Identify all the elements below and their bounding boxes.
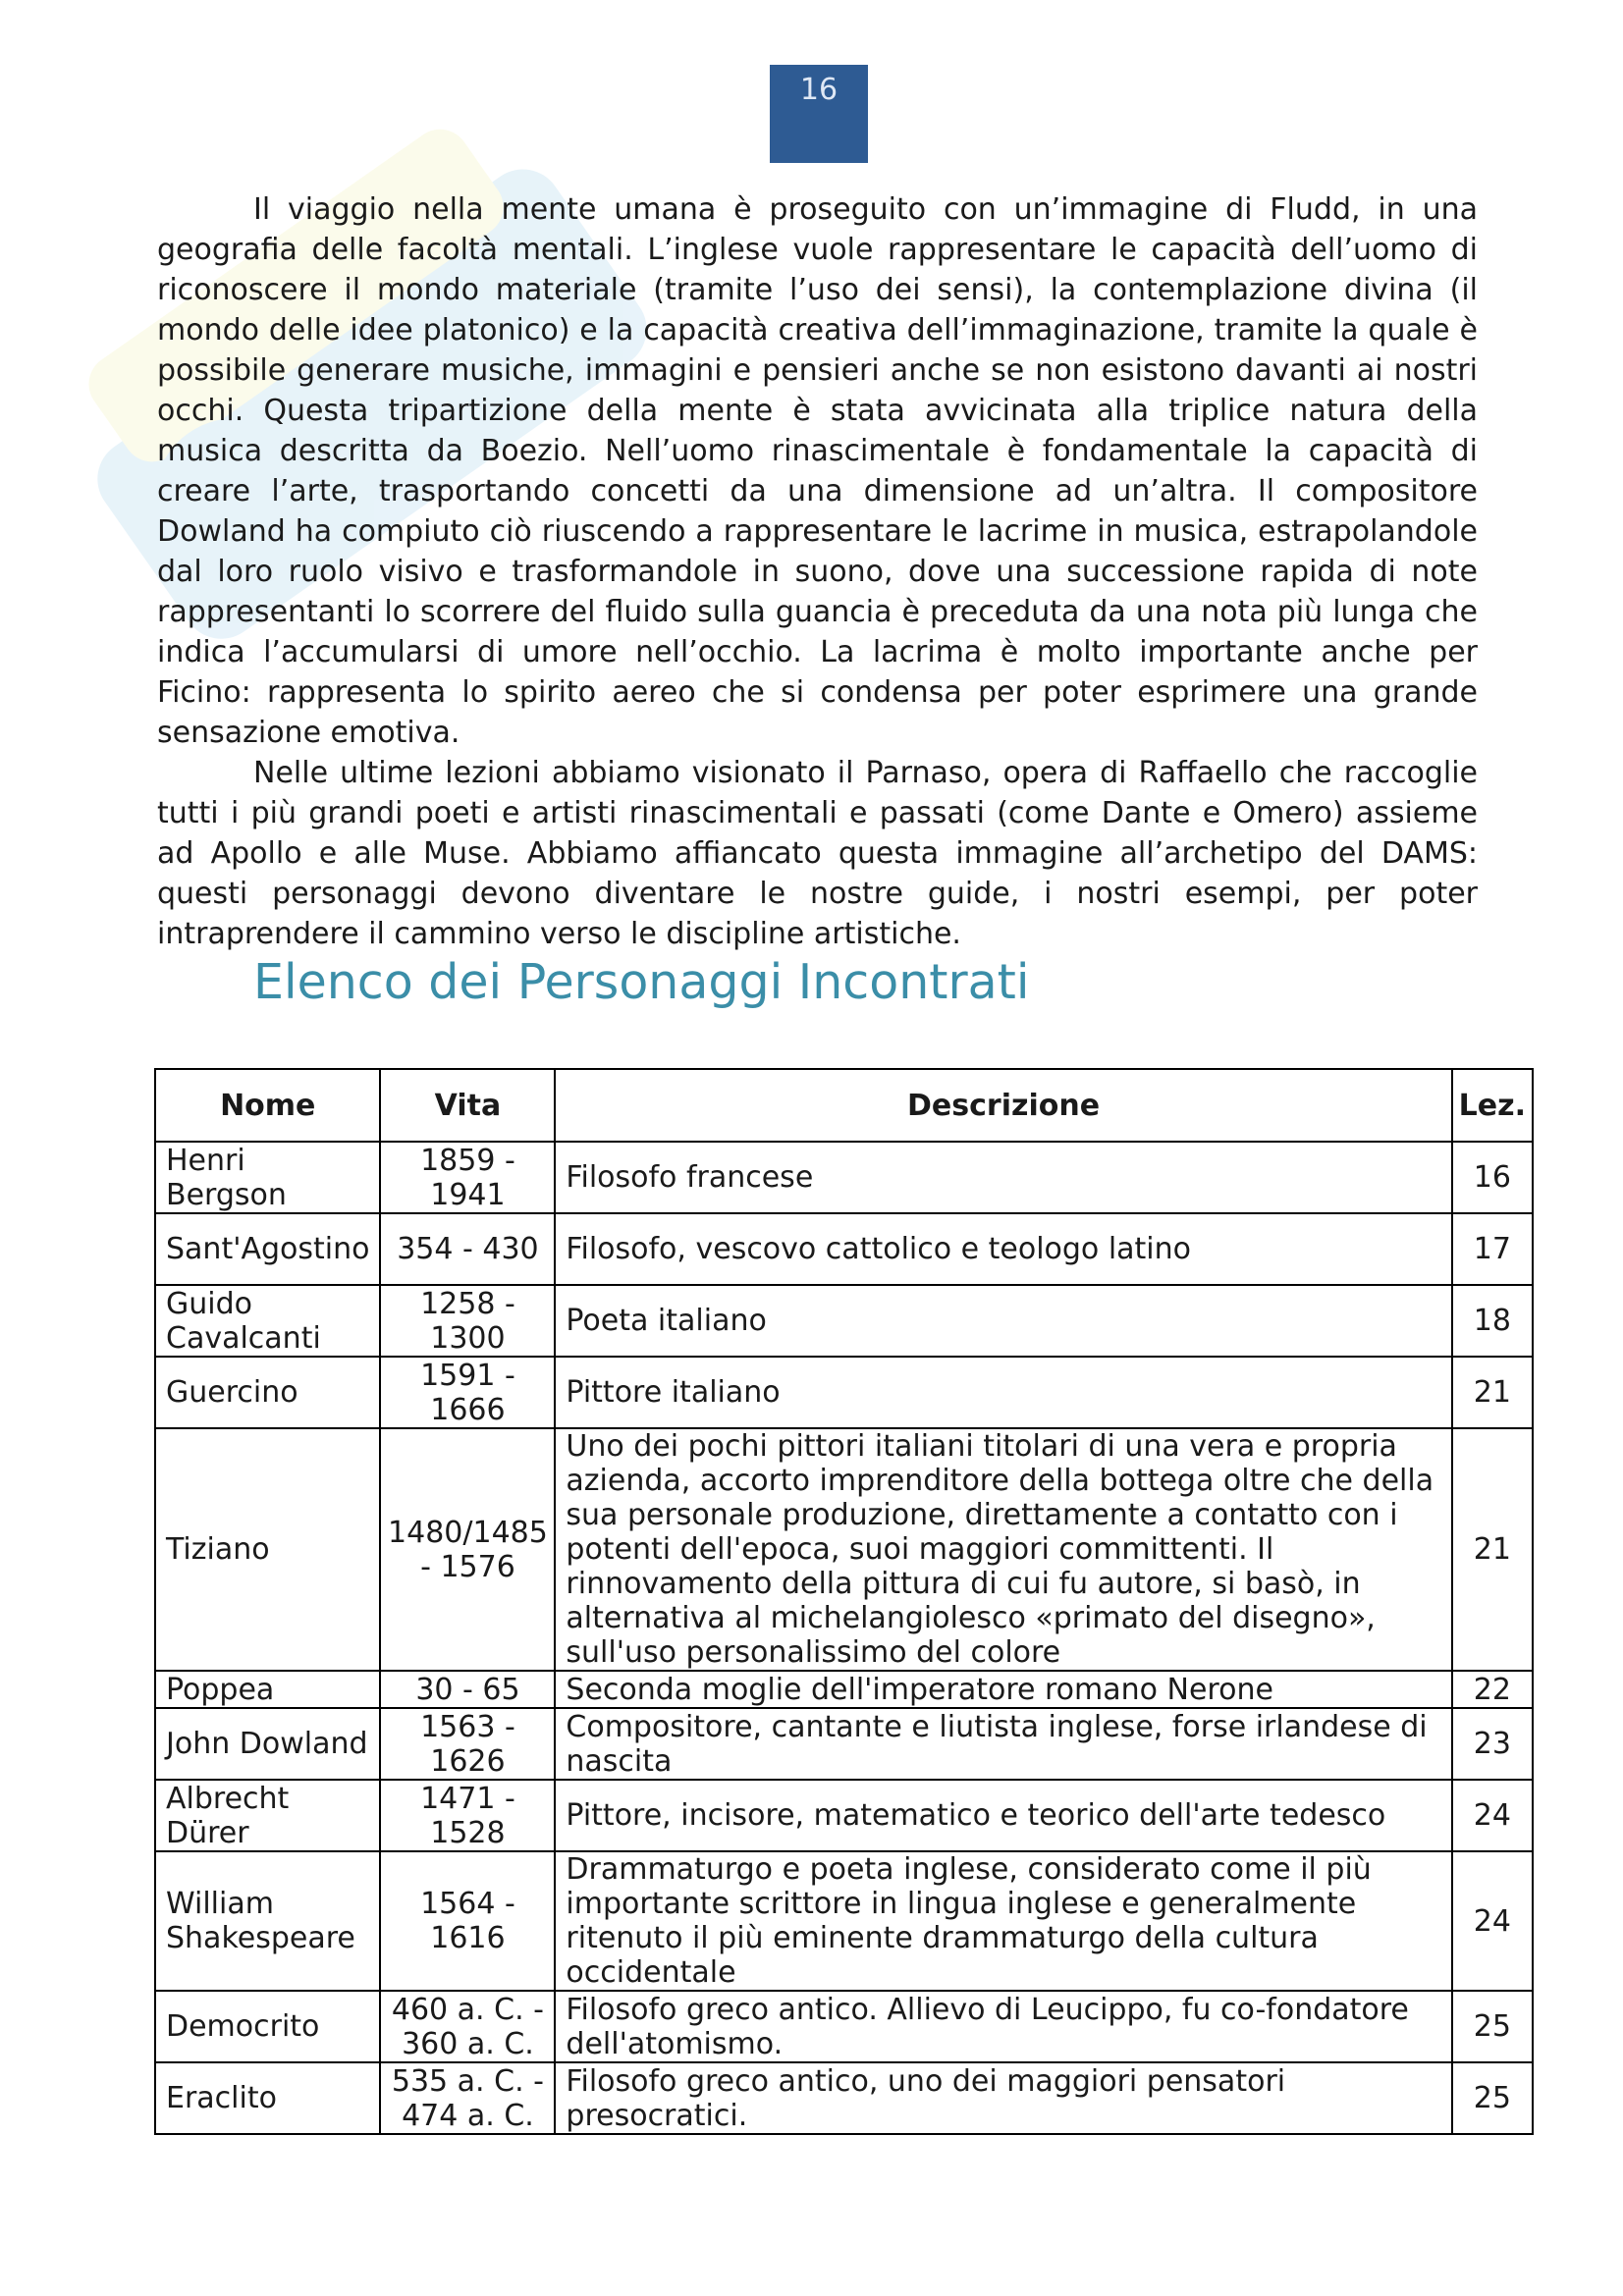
section-title: Elenco dei Personaggi Incontrati — [253, 954, 1030, 1010]
cell-descrizione: Pittore italiano — [555, 1357, 1451, 1428]
cell-vita: 460 a. C. - 360 a. C. — [380, 1991, 555, 2062]
cell-nome: William Shakespeare — [155, 1851, 380, 1991]
table-row — [155, 1285, 1533, 1357]
cell-vita: 1564 - 1616 — [380, 1851, 555, 1991]
cell-vita: 1859 - 1941 — [380, 1142, 555, 1213]
body-text — [157, 189, 1478, 954]
cell-lez: 17 — [1452, 1213, 1533, 1285]
table-row — [155, 1357, 1533, 1428]
cell-nome: John Dowland — [155, 1708, 380, 1780]
cell-lez: 16 — [1452, 1142, 1533, 1213]
cell-lez: 24 — [1452, 1780, 1533, 1851]
cell-descrizione: Uno dei pochi pittori italiani titolari di una vera e propria azienda, accorto imprenditore della bottega oltre che della sua personale produzione, direttamente a contatto con i potenti dell'epoca, suoi maggiori committenti. Il rinnovamento della pittura di cui fu autore, si basò, in alternativa al michelangiolesco «primato del disegno», sull'uso personalissimo del colore — [555, 1428, 1451, 1671]
table-row — [155, 2062, 1533, 2134]
paragraph: Il viaggio nella mente umana è proseguito con un’immagine di Fludd, in una geografia delle facoltà mentali. L’inglese vuole rappresentare le capacità dell’uomo di riconoscere il mondo materiale (tramite l’uso dei sensi), la contemplazione divina (il mondo delle idee platonico) e la capacità creativa dell’immaginazione, tramite la quale è possibile generare musiche, immagini e pensieri anche se non esistono davanti ai nostri occhi. Questa tripartizione della mente è stata avvicinata alla triplice natura della musica descritta da Boezio. Nell’uomo rinascimentale è fondamentale la capacità di creare l’arte, trasportando concetti da una dimensione ad un’altra. Il compositore Dowland ha compiuto ciò riuscendo a rappresentare le lacrime in musica, estrapolandole dal loro ruolo visivo e trasformandole in suono, dove una successione rapida di note rappresentanti lo scorrere del fluido sulla guancia è preceduta da una nota più lunga che indica l’accumularsi di umore nell’occhio. La lacrima è molto importante anche per Ficino: rappresenta lo spirito aereo che si condensa per poter esprimere una grande sensazione emotiva. — [157, 192, 1478, 750]
cell-lez: 25 — [1452, 2062, 1533, 2134]
cell-lez: 25 — [1452, 1991, 1533, 2062]
table-row — [155, 1851, 1533, 1991]
header-lez: Lez. — [1452, 1069, 1533, 1142]
cell-nome: Henri Bergson — [155, 1142, 380, 1213]
table-row — [155, 1708, 1533, 1780]
page-number: 16 — [770, 65, 868, 163]
cell-nome: Tiziano — [155, 1428, 380, 1671]
table-row — [155, 1213, 1533, 1285]
cell-nome: Poppea — [155, 1671, 380, 1708]
cell-descrizione: Filosofo greco antico, uno dei maggiori pensatori presocratici. — [555, 2062, 1451, 2134]
cell-lez: 21 — [1452, 1428, 1533, 1671]
header-vita: Vita — [380, 1069, 555, 1142]
table-row — [155, 1991, 1533, 2062]
cell-vita: 1563 - 1626 — [380, 1708, 555, 1780]
cell-lez: 21 — [1452, 1357, 1533, 1428]
cell-descrizione: Pittore, incisore, matematico e teorico dell'arte tedesco — [555, 1780, 1451, 1851]
table-row — [155, 1671, 1533, 1708]
cell-lez: 18 — [1452, 1285, 1533, 1357]
table-row — [155, 1780, 1533, 1851]
cell-nome: Eraclito — [155, 2062, 380, 2134]
table-row — [155, 1142, 1533, 1213]
characters-table — [154, 1068, 1534, 2135]
cell-nome: Democrito — [155, 1991, 380, 2062]
cell-vita: 354 - 430 — [380, 1213, 555, 1285]
header-descrizione: Descrizione — [555, 1069, 1451, 1142]
cell-descrizione: Filosofo, vescovo cattolico e teologo latino — [555, 1213, 1451, 1285]
cell-descrizione: Filosofo francese — [555, 1142, 1451, 1213]
cell-lez: 22 — [1452, 1671, 1533, 1708]
table-header-row — [155, 1069, 1533, 1142]
cell-descrizione: Seconda moglie dell'imperatore romano Nerone — [555, 1671, 1451, 1708]
cell-nome: Sant'Agostino — [155, 1213, 380, 1285]
cell-nome: Albrecht Dürer — [155, 1780, 380, 1851]
paragraph: Nelle ultime lezioni abbiamo visionato il Parnaso, opera di Raffaello che raccoglie tutti i più grandi poeti e artisti rinascimentali e passati (come Dante e Omero) assieme ad Apollo e alle Muse. Abbiamo affiancato questa immagine all’archetipo del DAMS: questi personaggi devono diventare le nostre guide, i nostri esempi, per poter intraprendere il cammino verso le discipline artistiche. — [157, 756, 1478, 951]
cell-descrizione: Drammaturgo e poeta inglese, considerato come il più importante scrittore in lingua inglese e generalmente ritenuto il più eminente drammaturgo della cultura occidentale — [555, 1851, 1451, 1991]
cell-descrizione: Filosofo greco antico. Allievo di Leucippo, fu co-fondatore dell'atomismo. — [555, 1991, 1451, 2062]
cell-lez: 23 — [1452, 1708, 1533, 1780]
cell-descrizione: Poeta italiano — [555, 1285, 1451, 1357]
cell-vita: 1258 - 1300 — [380, 1285, 555, 1357]
cell-vita: 1480/1485 - 1576 — [380, 1428, 555, 1671]
cell-lez: 24 — [1452, 1851, 1533, 1991]
table-row — [155, 1428, 1533, 1671]
cell-vita: 30 - 65 — [380, 1671, 555, 1708]
cell-nome: Guido Cavalcanti — [155, 1285, 380, 1357]
cell-vita: 1471 - 1528 — [380, 1780, 555, 1851]
cell-descrizione: Compositore, cantante e liutista inglese, forse irlandese di nascita — [555, 1708, 1451, 1780]
cell-nome: Guercino — [155, 1357, 380, 1428]
cell-vita: 535 a. C. - 474 a. C. — [380, 2062, 555, 2134]
header-nome: Nome — [155, 1069, 380, 1142]
cell-vita: 1591 - 1666 — [380, 1357, 555, 1428]
